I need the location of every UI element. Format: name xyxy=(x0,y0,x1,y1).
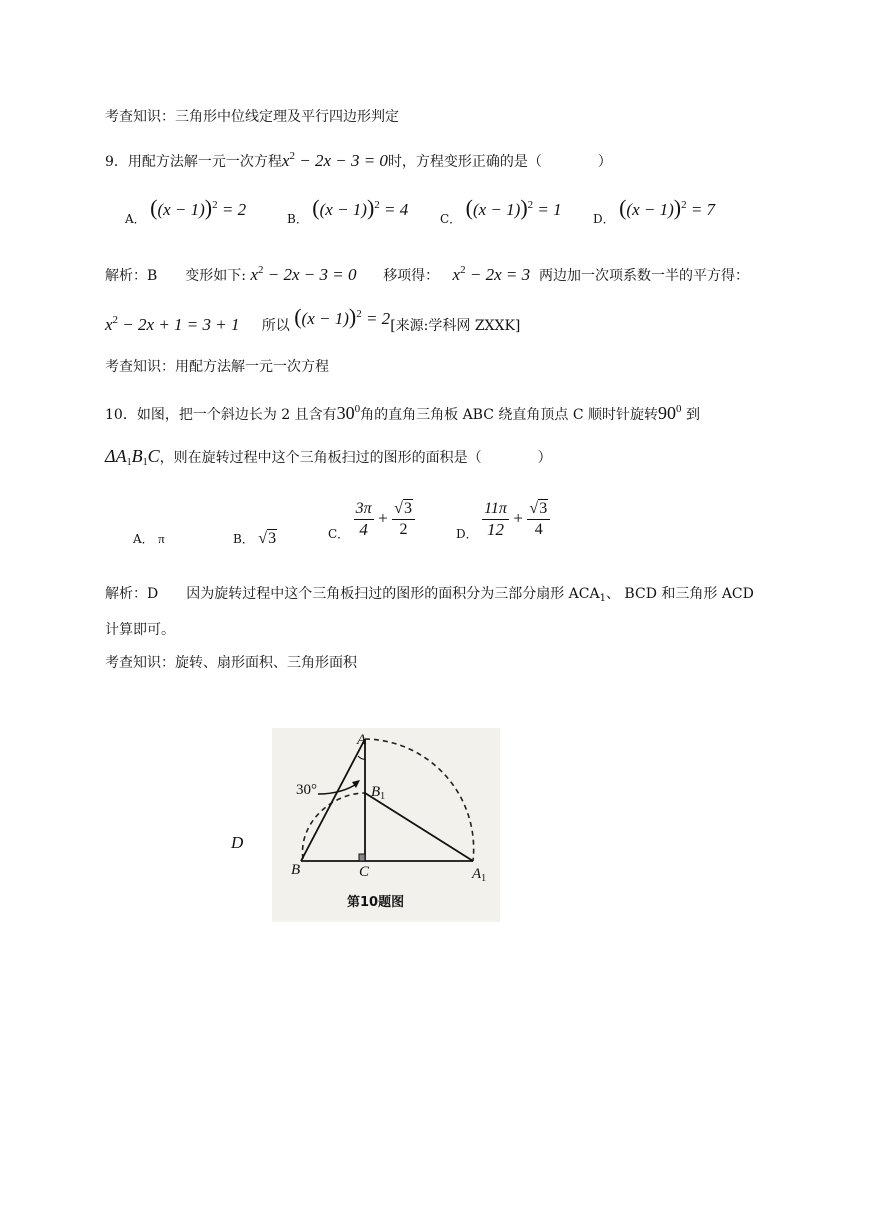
q9-option-c[interactable]: C． $((x - 1))^2 = 1$ xyxy=(440,195,562,226)
knowledge-point-2: 考查知识：用配方法解一元一次方程 xyxy=(105,359,329,375)
knowledge-point-3: 考查知识：旋转、扇形面积、三角形面积 xyxy=(105,655,357,671)
figure-question-10 xyxy=(272,728,500,922)
q9-stem-suffix: 时，方程变形正确的是（ ） xyxy=(387,154,612,170)
q9-option-a[interactable]: A． $((x - 1))^2 = 2$ xyxy=(125,195,247,226)
answer-9-line-1: 解析：B 变形如下: $x^2 - 2x - 3 = 0$ 移项得： $x^2 - 2x = 3$ 两边加一次项系数一半的平方得： xyxy=(105,264,749,284)
q9-option-d[interactable]: D． $((x - 1))^2 = 7$ xyxy=(593,195,716,226)
label-b1: $B_1$ xyxy=(371,784,386,802)
angle-arrow xyxy=(318,783,358,794)
q9-option-b[interactable]: B． $((x - 1))^2 = 4$ xyxy=(287,195,409,226)
q9-stem-prefix: 9．用配方法解一元一次方程 xyxy=(105,154,282,170)
q10-option-b[interactable]: B． √3 xyxy=(233,530,277,547)
figure-label-d-outside: D xyxy=(231,833,244,852)
question-9-stem xyxy=(105,150,612,171)
q9-equation: $x^2 - 2x - 3 = 0$ xyxy=(281,150,388,170)
label-30: 30° xyxy=(296,782,317,798)
answer-10-line-2: 计算即可。 xyxy=(105,622,175,638)
label-a1: $A_1$ xyxy=(472,866,487,884)
right-angle-mark xyxy=(359,854,365,861)
label-b: B xyxy=(291,862,301,878)
answer-10-line-1: 解析：D 因为旋转过程中这个三角板扫过的图形的面积分为三部分扇形 $ACA_1$、 BCD 和三角形 ACD xyxy=(105,586,754,604)
knowledge-point-1: 考查知识：三角形中位线定理及平行四边形判定 xyxy=(105,109,399,125)
angle-arc-a xyxy=(358,756,365,759)
segment-ab xyxy=(301,739,365,861)
q10-option-c[interactable]: C． $\frac{3\pi}{4}$ + $\frac{√3}{2}$ xyxy=(328,500,415,539)
q10-option-d[interactable]: D． $\frac{11\pi}{12}$ + $\frac{√3}{4}$ xyxy=(456,500,550,539)
label-c: C xyxy=(359,864,370,880)
question-10-line-2: $\Delta A_1B_1C$，则在旋转过程中这个三角板扫过的图形的面积是（ ） xyxy=(105,446,552,468)
arc-b-to-b1 xyxy=(303,793,365,859)
answer-9-line-2: $x^2 - 2x + 1 = 3 + 1$ 所以 $((x - 1))^2 = 2$[来源:学科网 ZXXK] xyxy=(105,304,521,334)
q10-option-a[interactable]: A． π xyxy=(133,531,165,546)
question-10-line-1: 10．如图，把一个斜边长为 2 且含有$30^0$角的直角三角板 ABC 绕直角顶点 C 顺时针旋转$90^0$ 到 xyxy=(105,403,700,423)
label-a: A xyxy=(357,732,367,748)
segment-b1a1 xyxy=(365,793,473,861)
figure-caption: 第10题图 xyxy=(347,895,405,910)
angle-arrowhead xyxy=(352,780,360,788)
